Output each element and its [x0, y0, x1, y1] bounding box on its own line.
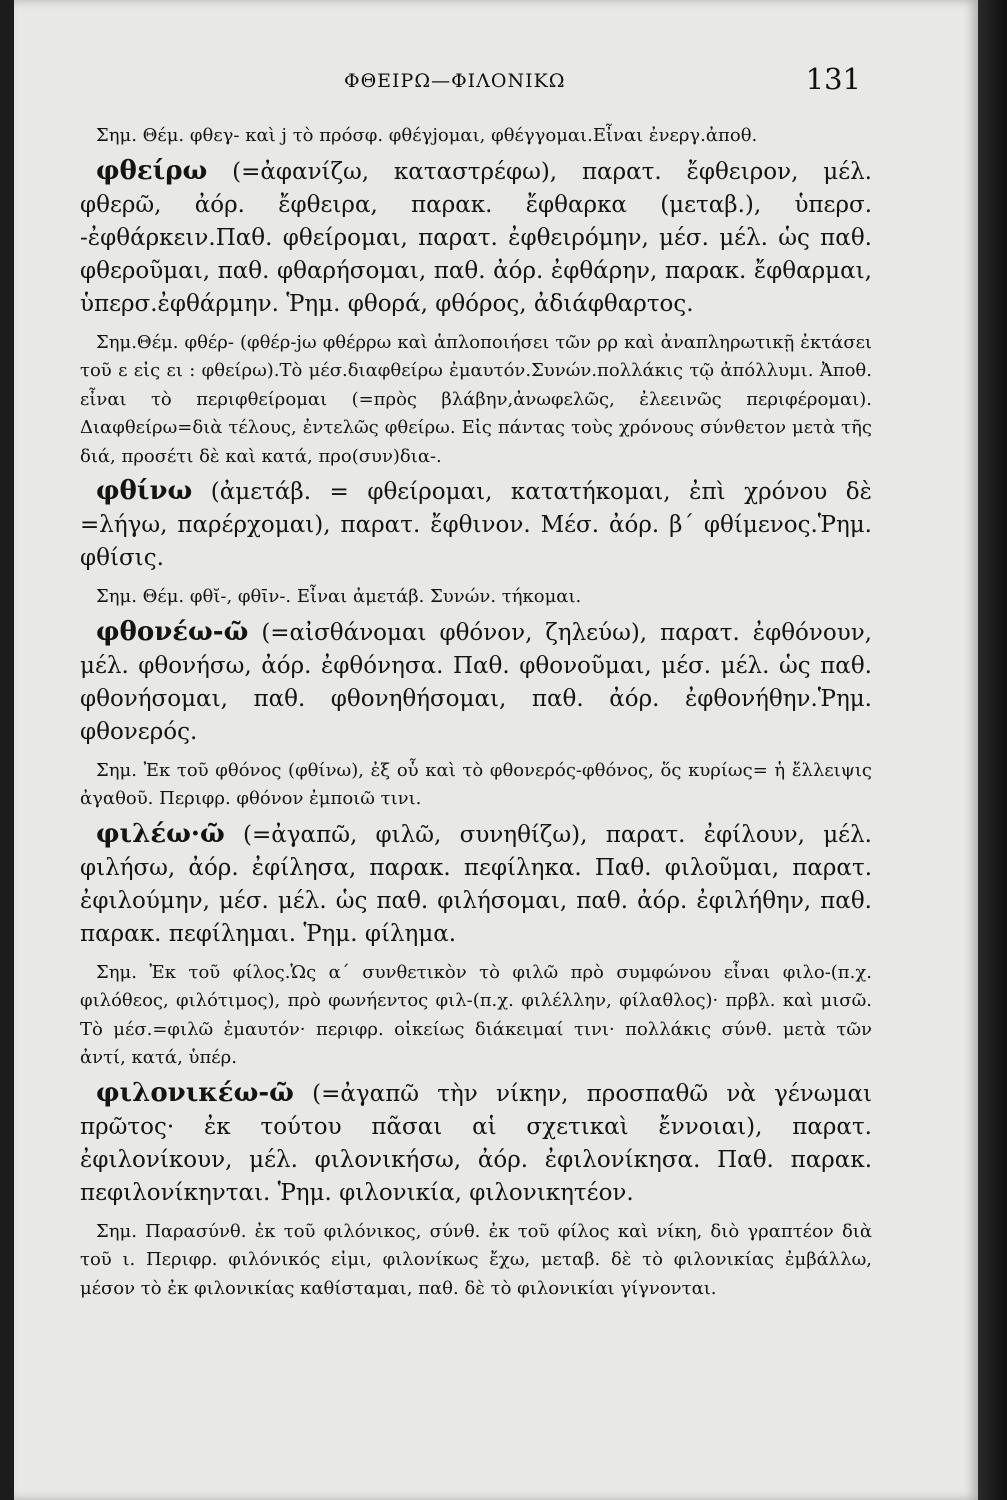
dictionary-entry	[80, 818, 872, 951]
page-binding-shadow	[978, 0, 1007, 1500]
dictionary-entry	[80, 475, 872, 575]
dictionary-entry	[80, 1077, 872, 1210]
running-head: ΦΘΕΙΡΩ—ΦΙΛΟΝΙΚΩ	[344, 70, 566, 92]
dictionary-entry	[80, 616, 872, 749]
note-paragraph: Σημ. Θέμ. φθῐ-, φθῑν-. Εἶναι ἀμετάβ. Συνών. τήκομαι.	[96, 586, 582, 607]
entry-text: (=ἀγαπῶ τὴν νίκην, προσπαθῶ νὰ γένωμαι πρῶτος· ἐκ τούτου πᾶσαι αἱ σχετικαὶ ἔννοιαι), παρατ. ἐφιλονίκουν, μέλ. φιλονικήσω, ἀόρ. ἐφιλονίκησα. Παθ. παρακ. πεφιλονίκηνται. Ῥημ. φιλονικία, φιλονικητέον.	[80, 1080, 872, 1206]
note-paragraph: Σημ.Θέμ. φθέρ- (φθέρ-jω φθέρρω καὶ ἁπλοποιήσει τῶν ρρ καὶ ἀναπληρωτικῇ ἐκτάσει τοῦ ε εἰς ει : φθείρω).Τὸ μέσ.διαφθείρω ἐμαυτόν.Συνών.πολλάκις τῷ ἀπόλλυμι. Ἀποθ. εἶναι τὸ περιφθείρομαι (=πρὸς βλάβην,ἀνωφελῶς, ἐλεεινῶς περιφέρομαι). Διαφθείρω=διὰ τέλους, ἐντελῶς φθείρω. Εἰς πάντας τοὺς χρόνους σύνθετον μετὰ τῆς διά, προσέτι δὲ καὶ κατά, προ(συν)δια-.	[80, 331, 872, 467]
entry-text: (ἀμετάβ. = φθείρομαι, κατατήκομαι, ἐπὶ χρόνου δὲ =λήγω, παρέρχομαι), παρατ. ἔφθινον. Μέσ. ἀόρ. β΄ φθίμενος.Ῥημ. φθίσις.	[80, 479, 872, 571]
dictionary-entry	[80, 155, 872, 321]
note-paragraph: Σημ. Ἐκ τοῦ φίλος.Ὡς α΄ συνθετικὸν τὸ φιλῶ πρὸ συμφώνου εἶναι φιλο-(π.χ. φιλόθεος, φιλότιμος), πρὸ φωνήεντος φιλ-(π.χ. φιλέλλην, φίλαθλος)· πρβλ. καὶ μισῶ. Τὸ μέσ.=φιλῶ ἐμαυτόν· περιφρ. οἰκείως διάκειμαί τινι· πολλάκις σύνθ. μετὰ τῶν ἀντί, κατά, ὑπέρ.	[80, 961, 872, 1068]
page-body	[80, 122, 872, 1307]
entry-headword: φθίνω	[96, 476, 193, 506]
entry-text: (=αἰσθάνομαι φθόνον, ζηλεύω), παρατ. ἐφθόνουν, μέλ. φθονήσω, ἀόρ. ἐφθόνησα. Παθ. φθονοῦμαι, μέσ. μέλ. ὡς παθ. φθονήσομαι, παθ. φθονηθήσομαι, παθ. ἀόρ. ἐφθονήθην.Ῥημ. φθονερός.	[80, 619, 872, 745]
entry-headword: φθονέω-ῶ	[96, 616, 249, 647]
entry-text: (=ἀφανίζω, καταστρέφω), παρατ. ἔφθειρον, μέλ. φθερῶ, ἀόρ. ἔφθειρα, παρακ. ἔφθαρκα (μεταβ.), ὑπερσ. -ἐφθάρκειν.Παθ. φθείρομαι, παρατ. ἐφθειρόμην, μέσ. μέλ. ὡς παθ. φθεροῦμαι, παθ. φθαρήσομαι, παθ. ἀόρ. ἐφθάρην, παρακ. ἔφθαρμαι, ὑπερσ.ἐφθάρμην. Ῥημ. φθορά, φθόρος, ἀδιάφθαρτος.	[80, 158, 872, 317]
entry-headword: φιλονικέω-ῶ	[96, 1077, 294, 1108]
book-page	[14, 0, 979, 1500]
page-number: 131	[805, 62, 861, 96]
entry-headword: φθείρω	[96, 155, 208, 186]
page-header	[14, 62, 979, 98]
entry-headword: φιλέω·ῶ	[96, 818, 225, 849]
note-paragraph: Σημ. Ἐκ τοῦ φθόνος (φθίνω), ἐξ οὗ καὶ τὸ φθονερός-φθόνος, ὅς κυρίως= ἡ ἔλλειψις ἀγαθοῦ. Περιφρ. φθόνον ἐμποιῶ τινι.	[80, 759, 872, 809]
note-paragraph: Σημ. Θέμ. φθεγ- καὶ j τὸ πρόσφ. φθέγjομαι, φθέγγομαι.Εἶναι ἐνεργ.ἀποθ.	[96, 125, 758, 146]
entry-text: (=ἀγαπῶ, φιλῶ, συνηθίζω), παρατ. ἐφίλουν, μέλ. φιλήσω, ἀόρ. ἐφίλησα, παρακ. πεφίληκα. Παθ. φιλοῦμαι, παρατ. ἐφιλούμην, μέσ. μέλ. ὡς παθ. φιλήσομαι, παθ. ἀόρ. ἐφιλήθην, παθ. παρακ. πεφίλημαι. Ῥημ. φίλημα.	[80, 821, 872, 947]
note-paragraph: Σημ. Παρασύνθ. ἐκ τοῦ φιλόνικος, σύνθ. ἐκ τοῦ φίλος καὶ νίκη, διὸ γραπτέον διὰ τοῦ ι. Περιφρ. φιλόνικός εἰμι, φιλονίκως ἔχω, μεταβ. δὲ τὸ φιλονικίας ἐμβάλλω, μέσον τὸ ἐκ φιλονικίας καθίσταμαι, παθ. δὲ τὸ φιλονικίαι γίγνονται.	[80, 1220, 872, 1299]
